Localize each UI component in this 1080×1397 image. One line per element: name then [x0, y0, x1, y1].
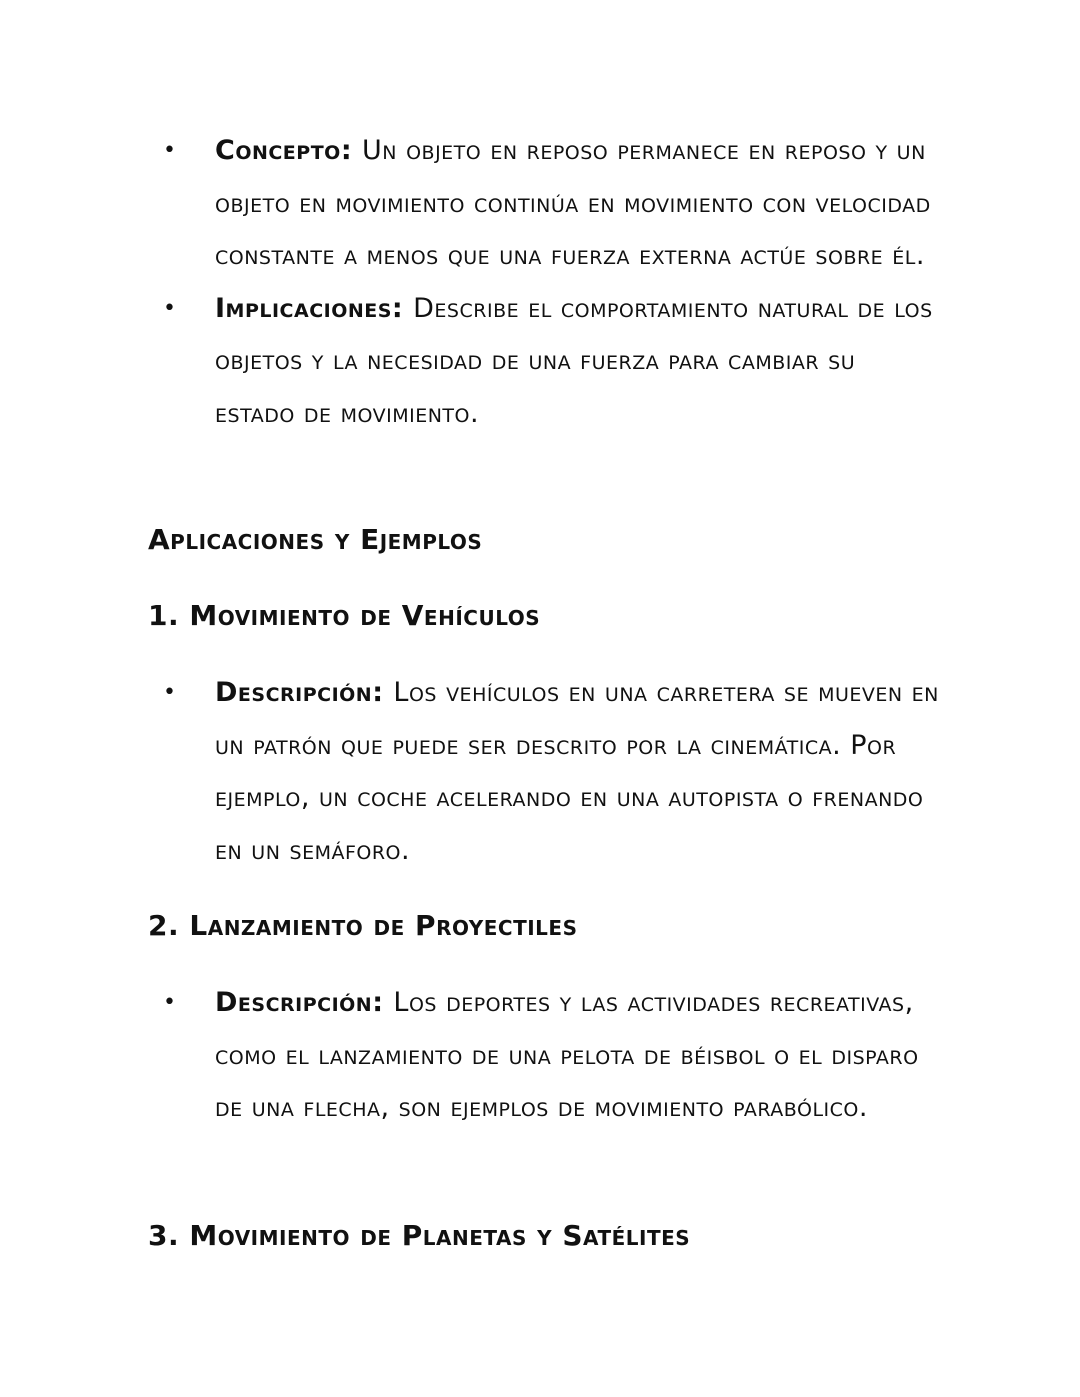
- list-item-concepto: [0, 125, 1080, 283]
- term-description: Describe el comportamiento natural de los objetos y la necesidad de una fuerza para cambiar su estado de movimiento.: [215, 292, 933, 429]
- term-description: Un objeto en reposo permanece en reposo y un objeto en movimiento continúa en movimiento con velocidad constante a menos que una fuerza externa actúe sobre él.: [215, 135, 931, 271]
- list-item-descripcion: [0, 667, 1080, 877]
- term-description: Los vehículos en una carretera se mueven en un patrón que puede ser descrito por la cinemática. Por ejemplo, un coche acelerando en una autopista o frenando en un semáforo.: [215, 677, 939, 866]
- bullet-dot: •: [163, 138, 177, 163]
- example-heading-planetas: 3. Movimiento de Planetas y Satélites: [148, 1219, 691, 1252]
- example-heading-vehiculos: 1. Movimiento de Vehículos: [148, 599, 541, 632]
- example-list-proyectiles: [0, 977, 1080, 1135]
- list-item-descripcion: [0, 977, 1080, 1135]
- bullet-dot: •: [163, 680, 177, 705]
- example-list-vehiculos: [0, 667, 1080, 877]
- example-heading-proyectiles: 2. Lanzamiento de Proyectiles: [148, 909, 578, 942]
- list-item-implicaciones: [0, 283, 1080, 441]
- bullet-dot: •: [163, 990, 177, 1015]
- section-title: Aplicaciones y Ejemplos: [148, 523, 483, 556]
- intro-bullet-list: [0, 125, 1080, 440]
- term-label: Concepto:: [215, 135, 363, 166]
- term-description: Los deportes y las actividades recreativas, como el lanzamiento de una pelota de béisbol o el disparo de una flecha, son ejemplos de movimiento parabólico.: [215, 987, 919, 1123]
- bullet-dot: •: [163, 295, 177, 321]
- term-label: Descripción:: [215, 677, 394, 708]
- term-label: Descripción:: [215, 987, 394, 1018]
- term-label: Implicaciones:: [215, 292, 414, 324]
